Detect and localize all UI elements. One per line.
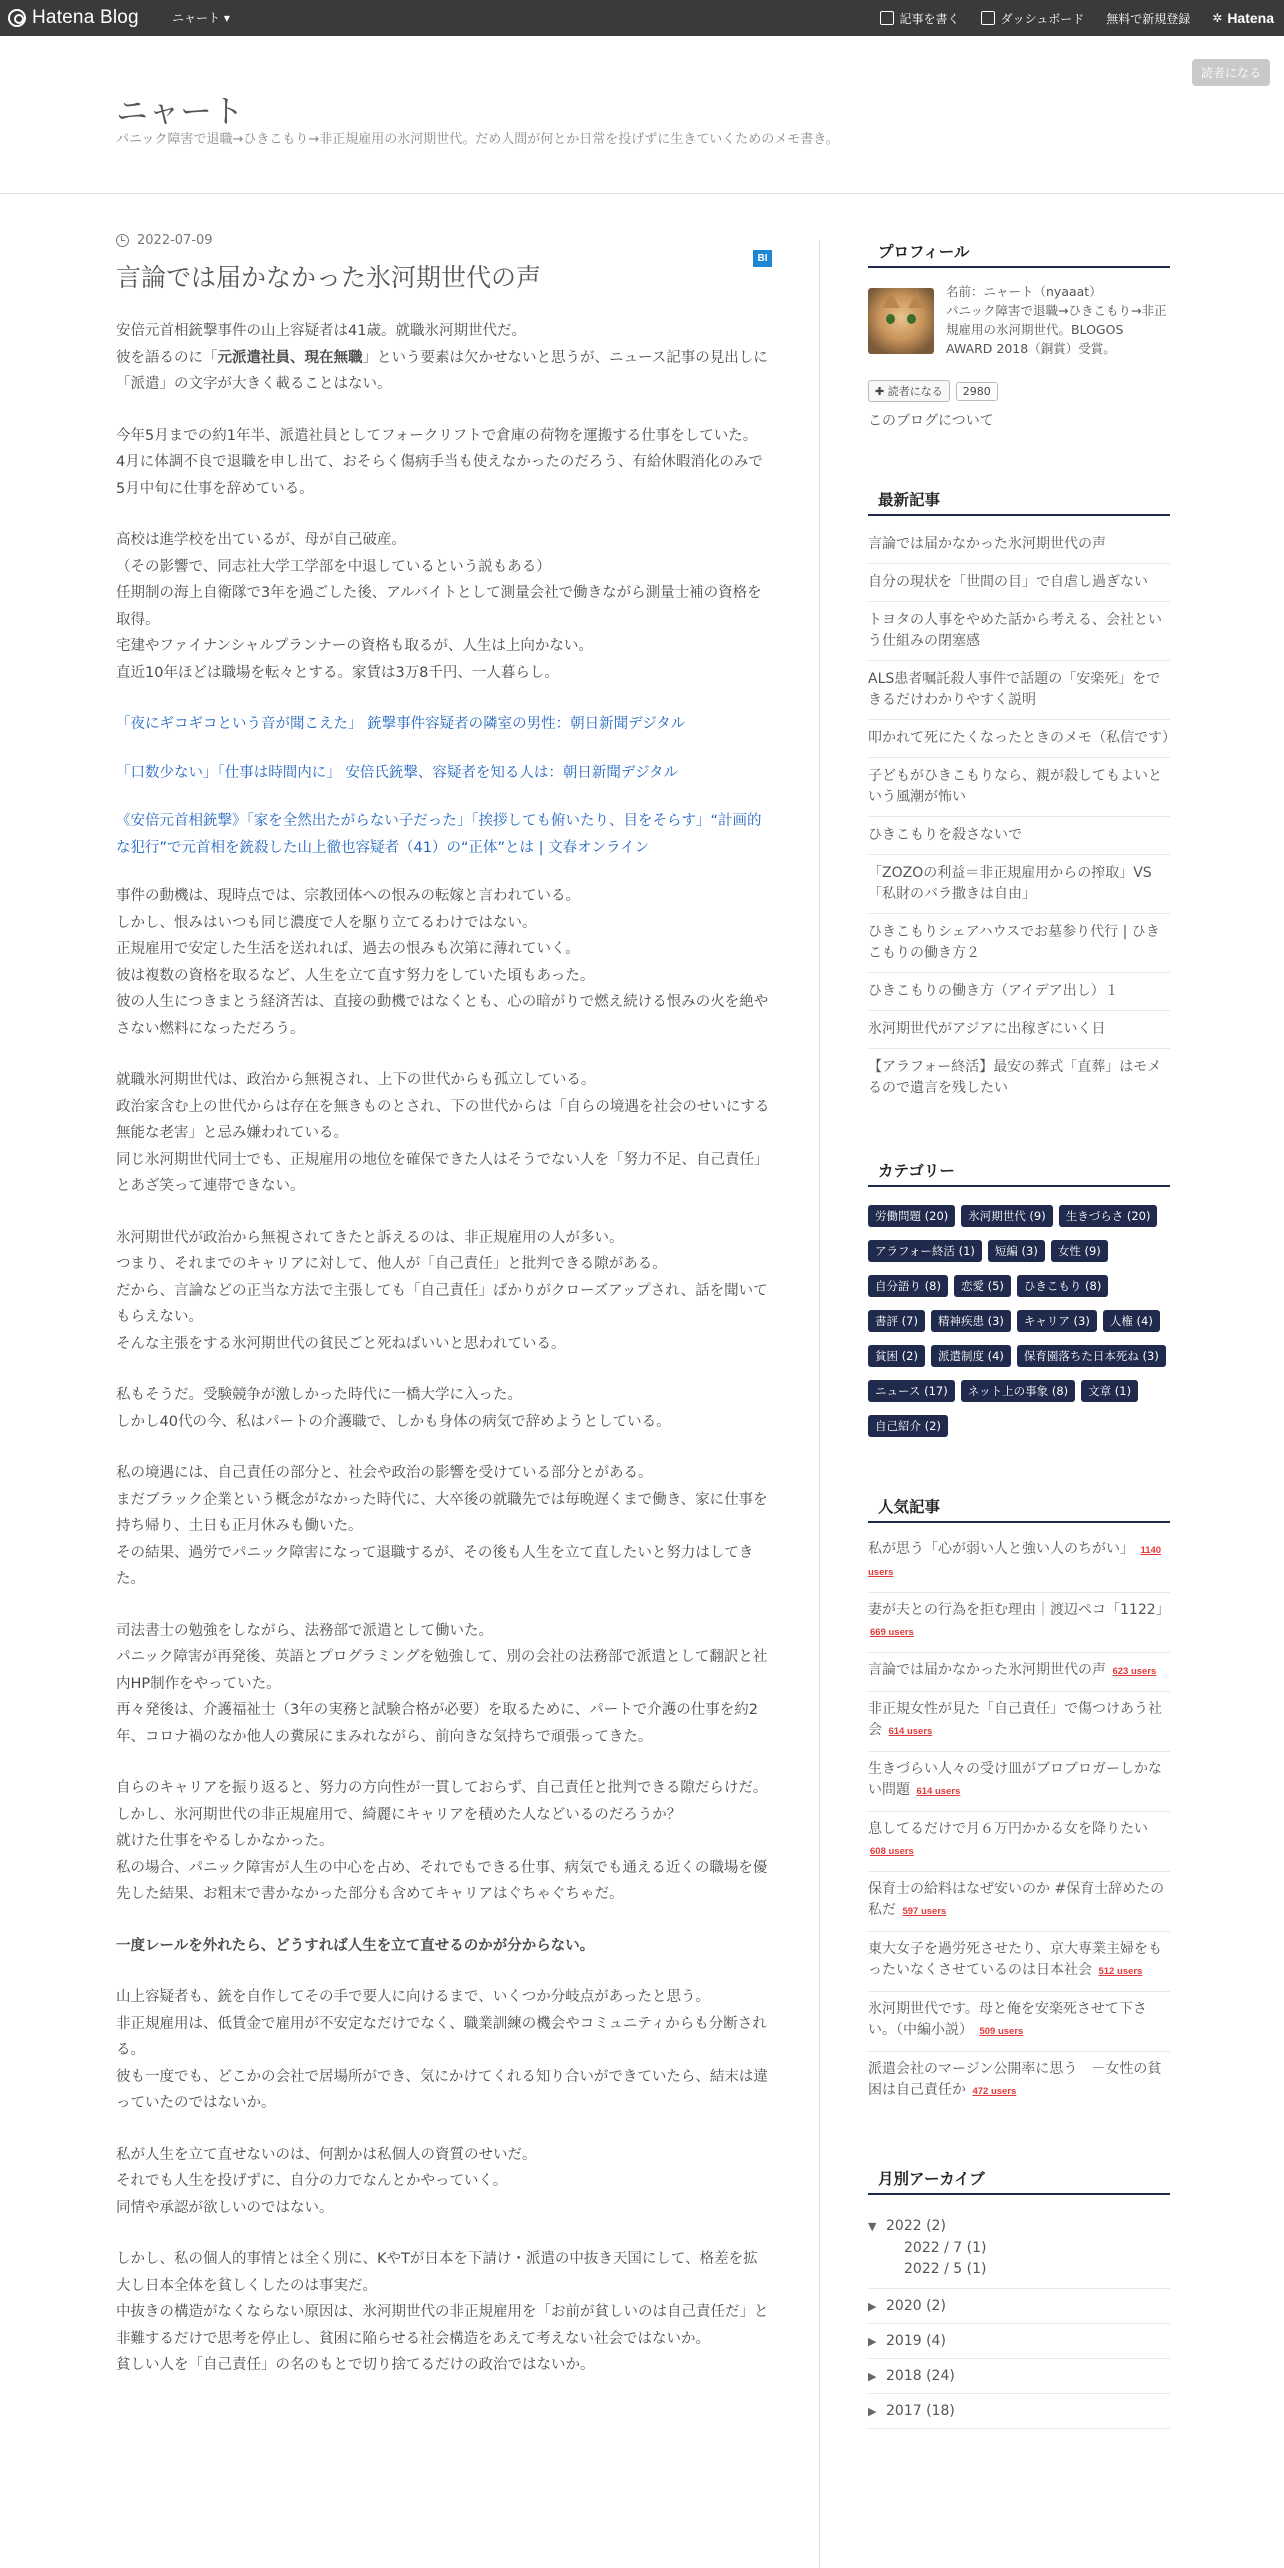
blog-title[interactable]: ニャート xyxy=(116,92,245,130)
popular-entry xyxy=(868,1653,1170,1692)
popular-entry xyxy=(868,1752,1170,1812)
archive-year-2020[interactable]: ▶ 2020 (2) xyxy=(868,2289,1170,2324)
category-tag[interactable]: ひきこもり (8) xyxy=(1017,1275,1108,1297)
popular-entry-link[interactable]: 私が思う「心が弱い人と強い人のちがい」 xyxy=(868,1541,1134,1557)
profile-title: プロフィール xyxy=(868,240,1170,268)
news-link-paragraph xyxy=(116,760,772,787)
popular-entry xyxy=(868,1537,1170,1593)
bookmark-users-badge[interactable]: 1140 users xyxy=(868,1545,1162,1578)
hatena-blog-logo-icon xyxy=(8,9,26,27)
recent-entry-link[interactable]: ひきこもりを殺さないで xyxy=(868,817,1170,855)
category-tag[interactable]: 氷河期世代 (9) xyxy=(961,1205,1052,1227)
popular-entry xyxy=(868,1593,1170,1653)
category-tag[interactable]: 女性 (9) xyxy=(1051,1240,1108,1262)
popular-entry xyxy=(868,1872,1170,1932)
recent-entry-link[interactable]: ひきこもりの働き方（アイデア出し）１ xyxy=(868,973,1170,1011)
category-tag[interactable]: 派遣制度 (4) xyxy=(931,1345,1011,1367)
paragraph: 今年5月までの約1年半、派遣社員としてフォークリフトで倉庫の荷物を運搬する仕事をしていた。 4月に体調不良で退職を申し出て、おそらく傷病手当も使えなかったのだろう、有給休暇消化のみで5月中旬に仕事を辞めている。 xyxy=(116,427,763,497)
popular-entry-link[interactable]: 妻が夫との行為を拒む理由｜渡辺ペコ「1122」 xyxy=(868,1602,1170,1618)
archive-year-2022[interactable]: ▼ 2022 (2) xyxy=(868,2218,946,2234)
recent-entry-link[interactable]: 自分の現状を「世間の目」で自虐し過ぎない xyxy=(868,564,1170,602)
blog-menu-dropdown[interactable]: ニャート ▾ xyxy=(172,11,230,25)
category-tag[interactable]: 精神疾患 (3) xyxy=(931,1310,1011,1332)
category-list xyxy=(868,1205,1170,1437)
dashboard-button[interactable]: ダッシュボード xyxy=(981,10,1084,27)
popular-entries-module xyxy=(868,1495,1170,2111)
category-tag[interactable]: 労働問題 (20) xyxy=(868,1205,955,1227)
popular-title: 人気記事 xyxy=(868,1495,1170,1523)
bookmark-users-badge[interactable]: 614 users xyxy=(916,1786,961,1797)
recent-title: 最新記事 xyxy=(868,488,1170,516)
avatar-eye xyxy=(907,314,916,324)
triangle-right-icon: ▶ xyxy=(868,2334,877,2348)
popular-entry-link[interactable]: 保育士の給料はなぜ安いのか #保育士辞めたの私だ xyxy=(868,1881,1165,1918)
recent-entry-link[interactable]: トヨタの人事をやめた話から考える、会社という仕組みの閉塞感 xyxy=(868,602,1170,661)
paragraph-intro: 安倍元首相銃撃事件の山上容疑者は41歳。就職氷河期世代だ。 彼を語るのに「元派遣社員、現在無職」という要素は欠かせないと思うが、ニュース記事の見出しに「派遣」の文字が大きく載ることはない。 xyxy=(116,323,768,392)
news-link-bunshun[interactable]: 《安倍元首相銃撃》「家を全然出たがらない子だった」「挨拶しても俯いたり、目をそらす」“計画的な犯行”で元首相を銃殺した山上徹也容疑者（41）の“正体”とは | 文春オンライン xyxy=(116,813,762,856)
profile-subscribe-button[interactable]: ✚ 読者になる xyxy=(868,380,950,402)
paragraph: 高校は進学校を出ているが、母が自己破産。 （その影響で、同志社大学工学部を中退しているという説もある） 任期制の海上自衛隊で3年を過ごした後、アルバイトとして測量会社で働きながら測量士補の資格を取得。 宅建やファイナンシャルプランナーの資格も取るが、人生は上向かない。 直近10年ほどは職場を転々とする。家賃は3万8千円、一人暮らし。 xyxy=(116,532,762,681)
recent-entry-link[interactable]: 子どもがひきこもりなら、親が殺してもよいという風潮が怖い xyxy=(868,758,1170,817)
paragraph: 私が人生を立て直せないのは、何割かは私個人の資質のせいだ。 それでも人生を投げずに、自分の力でなんとかやっていく。 同情や承認が欲しいのではない。 xyxy=(116,2146,537,2216)
archive-title: 月別アーカイブ xyxy=(868,2167,1170,2195)
article xyxy=(116,230,772,2404)
category-tag[interactable]: 恋愛 (5) xyxy=(954,1275,1011,1297)
bookmark-users-badge[interactable]: 614 users xyxy=(888,1726,933,1737)
paragraph: 私の境遇には、自己責任の部分と、社会や政治の影響を受けている部分とがある。 まだブラック企業という概念がなかった時代に、大卒後の就職先では毎晩遅くまで働き、家に仕事を持ち帰り、土日も正月休みも働いた。 その結果、過労でパニック障害になって退職するが、その後も人生を立て直したいと努力はしてきた。 xyxy=(116,1465,768,1587)
recent-list xyxy=(868,530,1176,1107)
category-title: カテゴリー xyxy=(868,1159,1170,1187)
popular-entry-link[interactable]: 生きづらい人々の受け皿がブロブロガーしかない問題 xyxy=(868,1761,1162,1798)
recent-entry-link[interactable]: 「ZOZOの利益＝非正規雇用からの搾取」VS「私財のバラ撒きは自由」 xyxy=(868,855,1170,914)
popular-entry xyxy=(868,1812,1170,1872)
hatena-star-icon: ✲ xyxy=(1212,11,1223,25)
blog-description: パニック障害で退職→ひきこもり→非正規雇用の氷河期世代。だめ人間が何とか日常を投げずに生きていくためのメモ書き。 xyxy=(116,132,839,147)
bookmark-users-badge[interactable]: 472 users xyxy=(972,2086,1017,2097)
sidebar xyxy=(868,240,1176,2429)
category-tag[interactable]: 生きづらさ (20) xyxy=(1059,1205,1158,1227)
bookmark-users-badge[interactable]: 512 users xyxy=(1098,1966,1143,1977)
category-module xyxy=(868,1159,1170,1437)
hatena-blog-logo[interactable]: Hatena Blog xyxy=(8,6,139,30)
popular-entry-link[interactable]: 非正規女性が見た「自己責任」で傷つけあう社会 xyxy=(868,1701,1162,1738)
category-tag[interactable]: キャリア (3) xyxy=(1017,1310,1097,1332)
archive-year-2018[interactable]: ▶ 2018 (24) xyxy=(868,2359,1170,2394)
triangle-right-icon: ▶ xyxy=(868,2299,877,2313)
avatar-eye xyxy=(886,314,895,324)
popular-entry xyxy=(868,2052,1170,2111)
popular-entry-link[interactable]: 東大女子を過労死させたり、京大専業主婦をもったいなくさせているのは日本社会 xyxy=(868,1941,1162,1978)
clock-icon xyxy=(116,234,129,247)
archive-list xyxy=(868,2209,1170,2429)
article-date[interactable]: 2022-07-09 xyxy=(116,230,772,250)
paragraph-emphasis: 一度レールを外れたら、どうすれば人生を立て直せるのかが分からない。 xyxy=(116,1937,595,1954)
paragraph: 司法書士の勉強をしながら、法務部で派遣として働いた。 パニック障害が再発後、英語とプログラミングを勉強して、別の会社の法務部で派遣として翻訳と社内HP制作をやっていた。 再々発後は、介護福祉士（3年の実務と試験合格が必要）を取るために、パートで介護の仕事を約2年、コロナ禍のなか他人の糞尿にまみれながら、前向きな気持ちで頑張ってきた。 xyxy=(116,1622,768,1745)
popular-list xyxy=(868,1537,1170,2111)
bookmark-users-badge[interactable]: 669 users xyxy=(870,1627,914,1638)
paragraph: 氷河期世代が政治から無視されてきたと訴えるのは、非正規雇用の人が多い。 つまり、それまでのキャリアに対して、他人が「自己責任」と批判できる隙がある。 だから、言論などの正当な方法で主張しても「自己責任」ばかりがクローズアップされ、話を聞いてもらえない。 そんな主張をする氷河期世代の貧民ごと死ねばいいと思われている。 xyxy=(116,1229,768,1352)
global-header xyxy=(0,0,1284,36)
signup-link[interactable]: 無料で新規登録 xyxy=(1106,11,1191,26)
recent-entry-link[interactable]: 【アラフォー終活】最安の葬式「直葬」はモメるので遺言を残したい xyxy=(868,1059,1162,1096)
popular-entry-link[interactable]: 派遣会社のマージン公開率に思う －女性の貧困は自己責任か xyxy=(868,2061,1162,2098)
recent-entry-link[interactable]: 氷河期世代がアジアに出稼ぎにいく日 xyxy=(868,1011,1170,1049)
paragraph: 事件の動機は、現時点では、宗教団体への恨みの転嫁と言われている。 しかし、恨みはいつも同じ濃度で人を駆り立てるわけではない。 正規雇用で安定した生活を送れれば、過去の恨みも次第に薄れていく。 彼は複数の資格を取るなど、人生を立て直す努力をしていた頃もあった。 彼の人生につきまとう経済苦は、直接の動機ではなくとも、心の暗がりで燃え続ける恨みの火を絶やさない燃料になっただろう。 xyxy=(116,888,769,1037)
pencil-icon xyxy=(880,11,894,25)
recent-entries-module xyxy=(868,488,1176,1107)
article-body xyxy=(116,318,772,2379)
paragraph: しかし、私の個人的事情とは全く別に、KやTが日本を下請け・派遣の中抜き天国にして、格差を拡大し日本全体を貧しくしたのは事実だ。 中抜きの構造がなくならない原因は、氷河期世代の非正規雇用を「お前が貧しいのは自己責任だ」と非難するだけで思考を停止し、貧困に陥らせる社会構造をあえて考えない社会ではないか。 貧しい人を「自己責任」の名のもとで切り捨てるだけの政治ではないか。 xyxy=(116,2251,769,2373)
category-tag[interactable]: 貧困 (2) xyxy=(868,1345,925,1367)
recent-entry-link[interactable]: 言論では届かなかった氷河期世代の声 xyxy=(868,530,1170,564)
paragraph: 就職氷河期世代は、政治から無視され、上下の世代からも孤立している。 政治家含む上の世代からは存在を無きものとされ、下の世代からは「自らの境遇を社会のせいにする無能な老害」と忌み嫌われている。 同じ氷河期世代同士でも、正規雇用の地位を確保できた人はそうでない人を「努力不足、自己責任」とあざ笑って連帯できない。 xyxy=(116,1072,770,1194)
category-tag[interactable]: 人権 (4) xyxy=(1103,1310,1160,1332)
popular-entry xyxy=(868,1692,1170,1752)
profile-avatar[interactable] xyxy=(868,288,934,354)
category-tag[interactable]: 書評 (7) xyxy=(868,1310,925,1332)
article-title[interactable]: 言論では届かなかった氷河期世代の声 xyxy=(116,263,542,292)
profile-module xyxy=(868,240,1170,430)
bookmark-bi-icon[interactable]: BI xyxy=(753,250,772,267)
subscribe-button[interactable]: 読者になる xyxy=(1192,59,1270,86)
archive-month-2022-7[interactable]: 2022 / 7 (1) xyxy=(904,2240,987,2256)
news-link-paragraph xyxy=(116,808,772,861)
news-link-asahi-2[interactable]: 「口数少ない」「仕事は時間内に」 安倍氏銃撃、容疑者を知る人は：朝日新聞デジタル xyxy=(116,764,678,781)
bookmark-users-badge[interactable]: 608 users xyxy=(870,1846,914,1857)
hatena-menu-button[interactable]: ✲ Hatena xyxy=(1212,10,1274,26)
paragraph: 自らのキャリアを振り返ると、努力の方向性が一貫しておらず、自己責任と批判できる隙だらけだ。 しかし、氷河期世代の非正規雇用で、綺麗にキャリアを積めた人などいるのだろうか？ 就けた仕事をやるしかなかった。 私の場合、パニック障害が人生の中心を占め、それでもできる仕事、病気でも通える近くの職場を優先した結果、お粗末で書かなかった部分も含めてキャリアはぐちゃぐちゃだ。 xyxy=(116,1780,768,1902)
news-link-asahi-1[interactable]: 「夜にギコギコという音が聞こえた」 銃撃事件容疑者の隣室の男性：朝日新聞デジタル xyxy=(116,716,686,732)
category-tag[interactable]: 保育園落ちた日本死ね (3) xyxy=(1017,1345,1166,1367)
category-tag[interactable]: 自己紹介 (2) xyxy=(868,1415,948,1437)
bookmark-users-badge[interactable]: 597 users xyxy=(902,1906,947,1917)
category-tag[interactable]: ネット上の事象 (8) xyxy=(961,1380,1075,1402)
archive-month-2022-5[interactable]: 2022 / 5 (1) xyxy=(904,2261,987,2277)
dashboard-icon xyxy=(981,11,995,25)
bookmark-users-badge[interactable]: 509 users xyxy=(979,2026,1024,2037)
popular-entry-link[interactable]: 息してるだけで月６万円かかる女を降りたい xyxy=(868,1821,1148,1837)
popular-entry-link[interactable]: 氷河期世代です。母と俺を安楽死させて下さい。（中編小説） xyxy=(868,2001,1147,2038)
popular-entry xyxy=(868,1992,1170,2052)
recent-entry-link[interactable]: ひきこもりシェアハウスでお墓参り代行 | ひきこもりの働き方２ xyxy=(868,914,1170,973)
profile-name: 名前：ニャート（nyaaat） xyxy=(946,284,1102,299)
triangle-right-icon: ▶ xyxy=(868,2404,877,2418)
news-link-paragraph xyxy=(116,711,772,738)
archive-module xyxy=(868,2167,1170,2429)
paragraph: 山上容疑者も、銃を自作してその手で要人に向けるまで、いくつか分岐点があったと思う。 非正規雇用は、低賃金で雇用が不安定なだけでなく、職業訓練の機会やコミュニティからも分断される。 彼も一度でも、どこかの会社で居場所ができ、気にかけてくれる知り合いができていたら、結末は違っていたのではないか。 xyxy=(116,1989,768,2111)
write-article-button[interactable]: 記事を書く xyxy=(880,10,959,27)
popular-entry-link[interactable]: 言論では届かなかった氷河期世代の声 xyxy=(868,1662,1106,1678)
triangle-right-icon: ▶ xyxy=(868,2369,877,2383)
category-tag[interactable]: 短編 (3) xyxy=(988,1240,1045,1262)
subscriber-count[interactable]: 2980 xyxy=(956,382,998,401)
about-blog-link[interactable]: このブログについて xyxy=(868,413,994,429)
category-tag[interactable]: アラフォー終活 (1) xyxy=(868,1240,982,1262)
archive-year-2017[interactable]: ▶ 2017 (18) xyxy=(868,2394,1170,2429)
category-tag[interactable]: 自分語り (8) xyxy=(868,1275,948,1297)
archive-year-2019[interactable]: ▶ 2019 (4) xyxy=(868,2324,1170,2359)
triangle-down-icon: ▼ xyxy=(868,2219,877,2233)
profile-description: パニック障害で退職→ひきこもり→非正規雇用の氷河期世代。BLOGOS AWARD 2018（銅賞）受賞。 xyxy=(946,303,1167,356)
category-tag[interactable]: 文章 (1) xyxy=(1081,1380,1138,1402)
category-tag[interactable]: ニュース (17) xyxy=(868,1380,955,1402)
recent-entry-link[interactable]: 叩かれて死にたくなったときのメモ（私信です） xyxy=(868,720,1170,758)
paragraph: 私もそうだ。受験競争が激しかった時代に一橋大学に入った。 しかし40代の今、私はパートの介護職で、しかも身体の病気で辞めようとしている。 xyxy=(116,1387,671,1430)
popular-entry xyxy=(868,1932,1170,1992)
recent-entry-link[interactable]: ALS患者嘱託殺人事件で話題の「安楽死」をできるだけわかりやすく説明 xyxy=(868,661,1170,720)
blog-header xyxy=(0,36,1284,194)
bookmark-users-badge[interactable]: 623 users xyxy=(1112,1666,1157,1677)
column-divider xyxy=(819,240,820,2568)
